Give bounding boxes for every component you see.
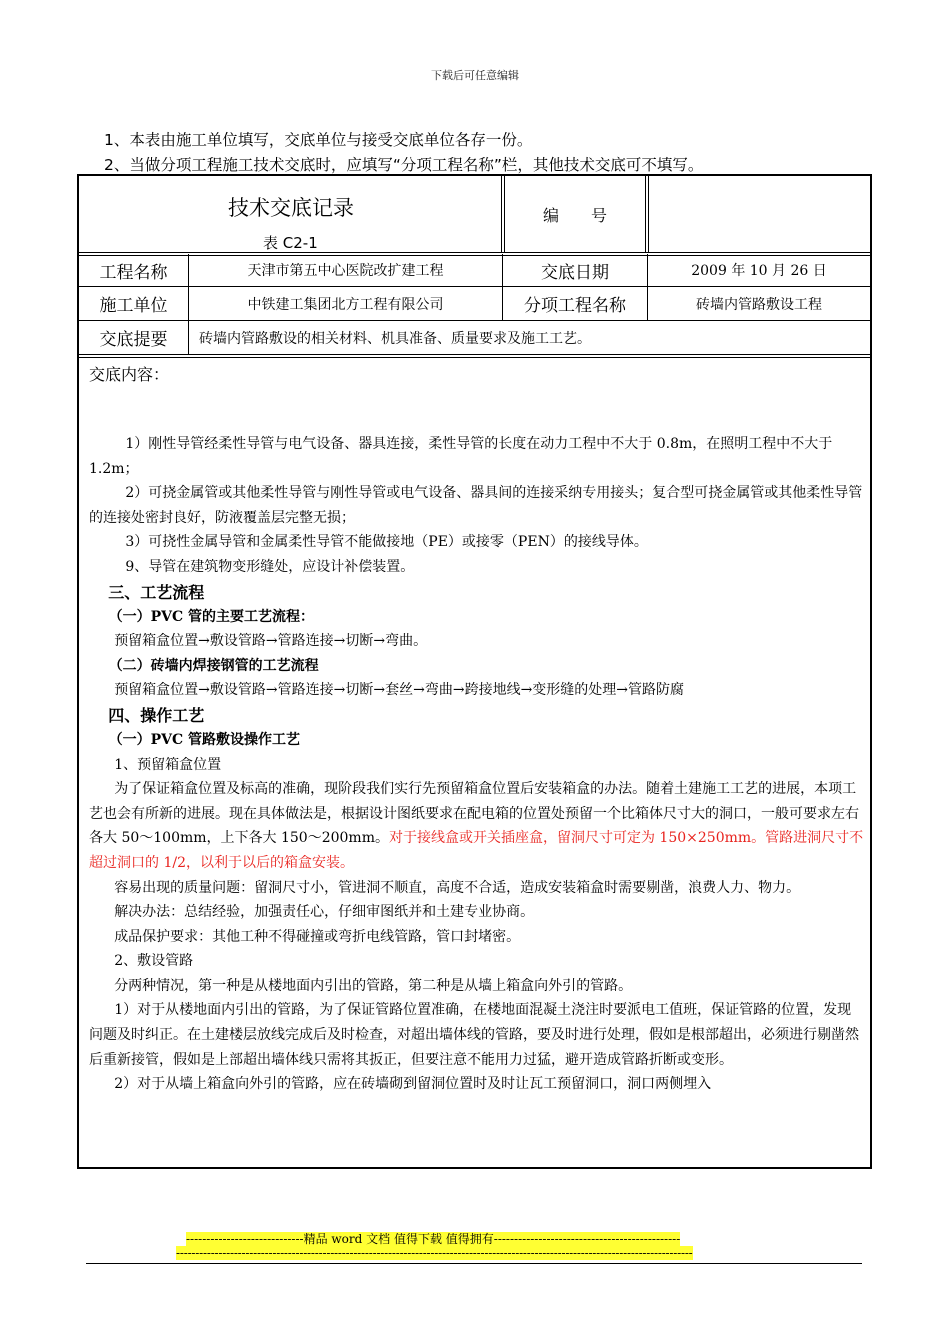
footer-text-1: -----------------------------精品 word 文档 值得下载 值得拥有---------------------------------------------- bbox=[186, 1232, 681, 1246]
paragraph: 预留箱盒位置→敷设管路→管路连接→切断→弯曲。 bbox=[114, 633, 428, 650]
content-body bbox=[89, 432, 864, 1097]
subsection-heading: （二）砖墙内焊接钢管的工艺流程 bbox=[108, 657, 319, 674]
date-value[interactable]: 2009 年 10 月 26 日 bbox=[691, 263, 827, 279]
paragraph: 2）可挠金属管或其他柔性导管与刚性导管或电气设备、器具间的连接采纳专用接头；复合型可挠金属管或其他柔性导管的连接处密封良好，防液覆盖层完整无损； bbox=[89, 485, 863, 526]
content-label: 交底内容： bbox=[89, 365, 170, 384]
summary-label: 交底提要 bbox=[99, 330, 168, 350]
paragraph: 2）对于从墙上箱盒向外引的管路，应在砖墙砌到留洞位置时及时让瓦工预留洞口，洞口两侧埋入 bbox=[114, 1076, 712, 1093]
row-divider-4 bbox=[79, 354, 870, 358]
paragraph: 分两种情况，第一种是从楼地面内引出的管路，第二种是从墙上箱盒向外引的管路。 bbox=[114, 977, 633, 994]
form-code: 表 C2-1 bbox=[263, 234, 318, 252]
number-label: 编 号 bbox=[542, 205, 607, 225]
date-label: 交底日期 bbox=[541, 262, 609, 283]
paragraph bbox=[89, 777, 864, 875]
paragraph: 1）对于从楼地面内引出的管路，为了保证管路位置准确，在楼地面混凝土浇注时要派电工值班，保证管路的位置，发现问题及时纠正。在土建楼层放线完成后及时检查，对超出墙体线的管路，要及时进行处理，假如是根部超出，必须进行剔凿然后重新接管，假如是上部超出墙体线只需将其扳正，但要注意不能用力过猛，避开造成管路折断或变形。 bbox=[89, 1002, 859, 1068]
header-note: 下载后可任意编辑 bbox=[431, 69, 519, 82]
contractor-value[interactable]: 中铁建工集团北方工程有限公司 bbox=[247, 296, 444, 313]
paragraph-text: 为了保证箱盒位置及标高的准确，现阶段我们实行先预留箱盒位置后安装箱盒的办法。随着土建施工工艺的进展，本项工艺也会有所新的进展。现在具体做法是，根据设计图纸要求在配电箱的位置处预留一个比箱体尺寸大的洞口，一般可要求左右各大 50～100mm，上下各大 150～200mm。 bbox=[89, 781, 859, 847]
paragraph: 成品保护要求：其他工种不得碰撞或弯折电线管路，管口封堵密。 bbox=[114, 928, 521, 945]
subsection-heading: （一）PVC 管的主要工艺流程： bbox=[108, 608, 314, 625]
form-title: 技术交底记录 bbox=[228, 196, 354, 220]
paragraph: 解决办法：总结经验，加强责任心，仔细审图纸并和土建专业协商。 bbox=[114, 904, 535, 921]
technical-disclosure-form bbox=[77, 174, 872, 1169]
paragraph: 预留箱盒位置→敷设管路→管路连接→切断→套丝→弯曲→跨接地线→变形缝的处理→管路防腐 bbox=[114, 682, 685, 699]
paragraph: 3）可挠性金属导管和金属柔性导管不能做接地（PE）或接零（PEN）的接线导体。 bbox=[125, 534, 648, 551]
paragraph: 1）刚性导管经柔性导管与电气设备、器具连接，柔性导管的长度在动力工程中不大于 0.8m，在照明工程中不大于 1.2m； bbox=[89, 436, 833, 477]
project-name-label: 工程名称 bbox=[99, 262, 168, 283]
paragraph: 容易出现的质量问题：留洞尺寸小，管进洞不顺直，高度不合适，造成安装箱盒时需要剔凿，浪费人力、物力。 bbox=[114, 879, 801, 896]
footer-line-2 bbox=[176, 1246, 693, 1260]
highlighted-text: 对于接线盒或开关插座盒，留洞尺寸可定为 150×250mm。管路进洞尺寸不超过洞口的 1/2，以利于以后的箱盒安装。 bbox=[89, 830, 864, 871]
bottom-rule bbox=[86, 1263, 862, 1264]
subsection-heading: （一）PVC 管路敷设操作工艺 bbox=[108, 731, 300, 748]
paragraph: 2、敷设管路 bbox=[114, 953, 194, 970]
instruction-2: 2、当做分项工程施工技术交底时，应填写“分项工程名称”栏，其他技术交底可不填写。 bbox=[104, 156, 704, 174]
footer-text-2: -------------------------------------------------------------------------------------------------------------------------------------- bbox=[176, 1246, 693, 1260]
number-value[interactable] bbox=[649, 176, 870, 252]
footer-line-1 bbox=[186, 1230, 680, 1247]
instruction-1: 1、本表由施工单位填写，交底单位与接受交底单位各存一份。 bbox=[104, 131, 533, 149]
contractor-label: 施工单位 bbox=[99, 296, 168, 316]
paragraph: 9、导管在建筑物变形缝处，应设计补偿装置。 bbox=[125, 558, 415, 575]
subitem-value[interactable]: 砖墙内管路敷设工程 bbox=[696, 296, 822, 313]
subitem-label: 分项工程名称 bbox=[524, 296, 626, 316]
project-name-value[interactable]: 天津市第五中心医院改扩建工程 bbox=[247, 263, 444, 279]
section-heading: 四、操作工艺 bbox=[108, 705, 205, 725]
paragraph: 1、预留箱盒位置 bbox=[114, 756, 222, 773]
section-heading: 三、工艺流程 bbox=[108, 582, 205, 602]
summary-value[interactable]: 砖墙内管路敷设的相关材料、机具准备、质量要求及施工工艺。 bbox=[199, 330, 591, 347]
